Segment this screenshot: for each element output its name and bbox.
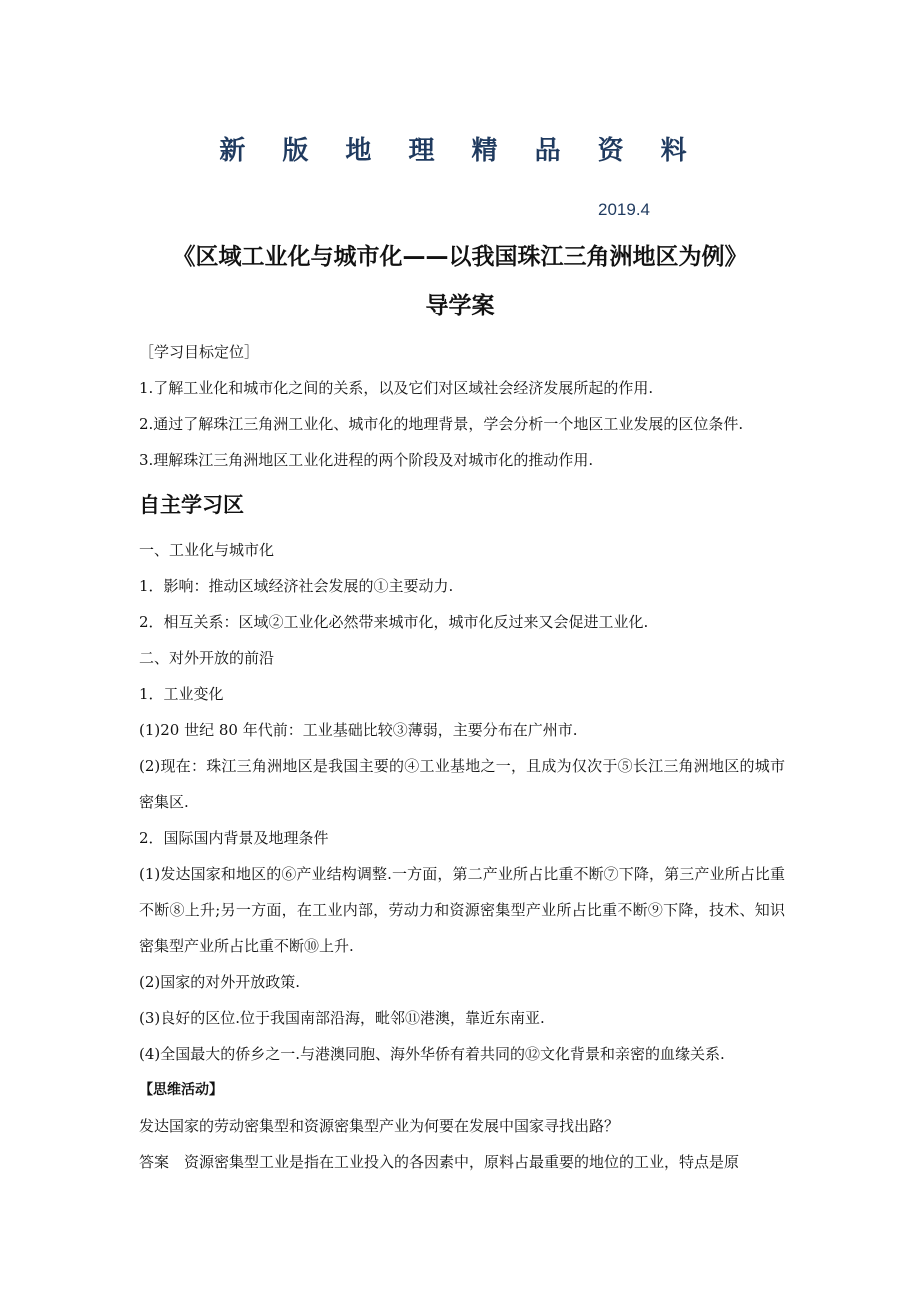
document-subtitle: 导学案 [425,293,495,319]
objective-item-1: 1.了解工业化和城市化之间的关系，以及它们对区域社会经济发展所起的作用. [139,379,654,397]
part2-sub2-heading: 2．国际国内背景及地理条件 [139,829,329,847]
part1-item-1: 1．影响：推动区域经济社会发展的①主要动力. [139,577,454,595]
objective-item-3: 3.理解珠江三角洲地区工业化进程的两个阶段及对城市化的推动作用. [139,451,594,469]
document-title: 《区域工业化与城市化——以我国珠江三角洲地区为例》 [172,244,748,270]
part1-heading: 一、工业化与城市化 [139,541,275,559]
part2-sub2-item-4: (4)全国最大的侨乡之一.与港澳同胞、海外华侨有着共同的⑫文化背景和亲密的血缘关系. [139,1045,725,1063]
part2-sub2-item-1: (1)发达国家和地区的⑥产业结构调整.一方面，第二产业所占比重不断⑦下降，第三产业所占比重不断⑧上升;另一方面，在工业内部，劳动力和资源密集型产业所占比重不断⑨下降，技术、知识密集型产业所占比重不断⑩上升. [139,865,785,955]
thinking-label: 【思维活动】 [139,1082,223,1098]
part2-sub2-item-2: (2)国家的对外开放政策. [139,973,301,991]
thinking-answer: 答案 资源密集型工业是指在工业投入的各因素中，原料占最重要的地位的工业，特点是原 [139,1153,740,1171]
objectives-heading: ［学习目标定位］ [139,343,260,361]
thinking-question: 发达国家的劳动密集型和资源密集型产业为何要在发展中国家寻找出路？ [139,1117,620,1135]
part2-sub1-heading: 1．工业变化 [139,685,224,703]
document-body [139,334,785,1180]
part2-heading: 二、对外开放的前沿 [139,649,275,667]
date-label: 2019.4 [598,200,650,219]
part2-sub2-item-3: (3)良好的区位.位于我国南部沿海，毗邻⑪港澳，靠近东南亚. [139,1009,545,1027]
part2-sub1-item-2: (2)现在：珠江三角洲地区是我国主要的④工业基地之一，且成为仅次于⑤长江三角洲地区的城市密集区. [139,757,785,811]
part2-sub1-item-1: (1)20 世纪 80 年代前：工业基础比较③薄弱，主要分布在广州市. [139,721,578,739]
part1-item-2: 2．相互关系：区域②工业化必然带来城市化，城市化反过来又会促进工业化. [139,613,649,631]
objective-item-2: 2.通过了解珠江三角洲工业化、城市化的地理背景，学会分析一个地区工业发展的区位条件. [139,415,744,433]
section-heading-self-study: 自主学习区 [139,493,244,517]
banner-title: 新 版 地 理 精 品 资 料 [219,136,701,166]
